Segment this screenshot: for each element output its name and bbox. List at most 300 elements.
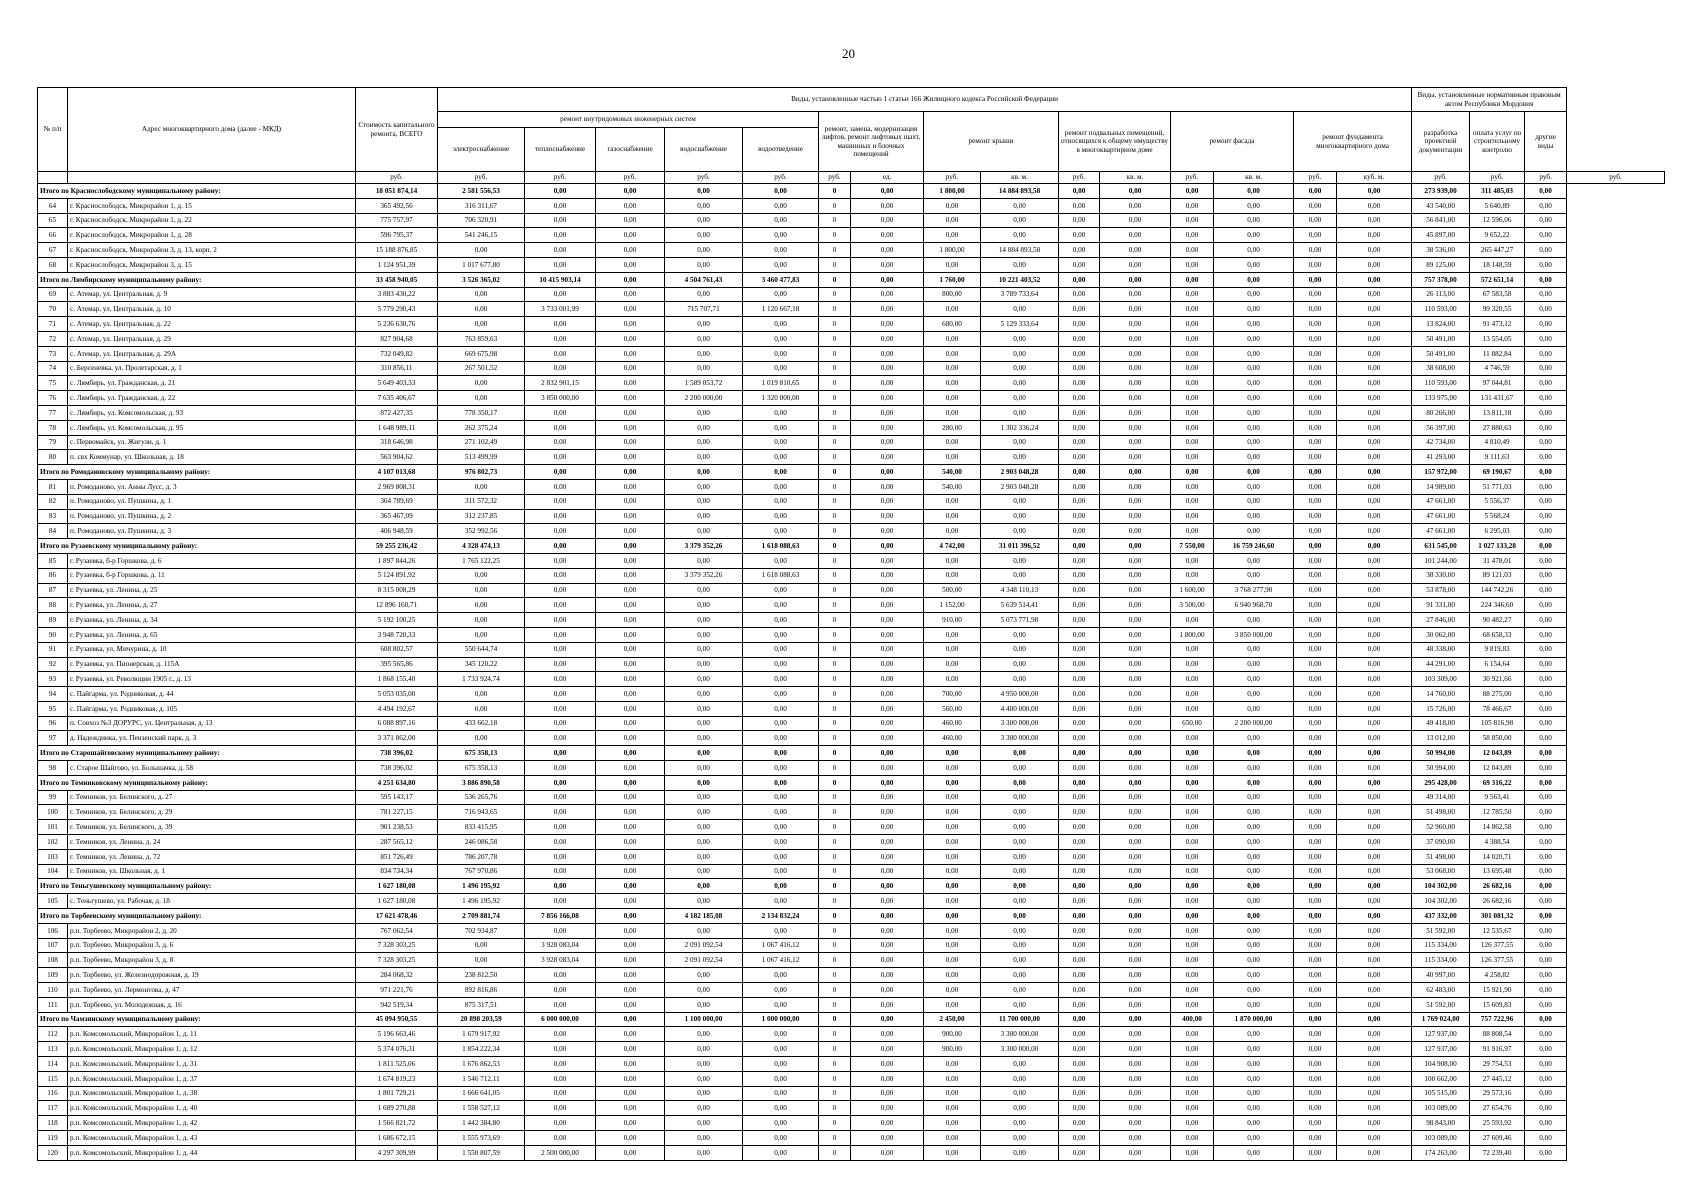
table-row — [38, 894, 1665, 909]
table-row — [38, 243, 1665, 258]
value-cell: 0,00 — [1337, 509, 1412, 524]
value-cell: 0,00 — [665, 731, 743, 746]
value-cell: 0,00 — [1337, 864, 1412, 879]
value-cell: 0,00 — [1100, 657, 1171, 672]
value-cell: 0,00 — [1059, 391, 1100, 406]
value-cell: 0,00 — [924, 968, 981, 983]
unit-cell: руб. — [1525, 172, 1567, 184]
value-cell: 0,00 — [1525, 687, 1567, 702]
value-cell: 1 550 807,59 — [438, 1145, 525, 1160]
row-number: 64 — [38, 198, 68, 213]
value-cell: 0,00 — [1100, 687, 1171, 702]
value-cell: 0,00 — [1171, 405, 1214, 420]
value-cell: 157 972,00 — [1412, 465, 1470, 480]
value-cell: 0 — [819, 243, 851, 258]
value-cell: 0,00 — [1171, 849, 1214, 864]
value-cell: 0,00 — [596, 1012, 665, 1027]
value-cell: 0,00 — [525, 835, 596, 850]
value-cell: 1 566 821,72 — [356, 1116, 438, 1131]
value-cell: 0 — [819, 420, 851, 435]
value-cell: 0,00 — [1525, 997, 1567, 1012]
value-cell: 0,00 — [525, 317, 596, 332]
value-cell: 0,00 — [596, 1071, 665, 1086]
value-cell: 38 536,00 — [1412, 243, 1470, 258]
value-cell: 1 017 677,80 — [438, 257, 525, 272]
value-cell: 0,00 — [1171, 1116, 1214, 1131]
value-cell: 0,00 — [1059, 1027, 1100, 1042]
value-cell: 0,00 — [1337, 376, 1412, 391]
value-cell: 0,00 — [596, 317, 665, 332]
value-cell: 738 396,02 — [356, 761, 438, 776]
value-cell: 406 948,59 — [356, 524, 438, 539]
value-cell: 0,00 — [525, 746, 596, 761]
value-cell: 0,00 — [1214, 184, 1294, 199]
value-cell: 0,00 — [743, 820, 819, 835]
value-cell: 0,00 — [596, 435, 665, 450]
value-cell: 0,00 — [1214, 968, 1294, 983]
value-cell: 0,00 — [1294, 1042, 1337, 1057]
row-number: 90 — [38, 627, 68, 642]
value-cell: 0,00 — [743, 894, 819, 909]
value-cell: 0,00 — [1294, 568, 1337, 583]
value-cell: 0,00 — [851, 361, 924, 376]
table-row — [38, 627, 1665, 642]
value-cell: 0,00 — [1294, 1101, 1337, 1116]
value-cell: 0,00 — [1100, 1116, 1171, 1131]
value-cell: 0,00 — [1100, 938, 1171, 953]
address-cell: г. Темников, ул. Белинского, д. 29 — [68, 805, 356, 820]
value-cell: 115 334,00 — [1412, 938, 1470, 953]
value-cell: 6 295,03 — [1470, 524, 1525, 539]
value-cell: 0,00 — [1059, 287, 1100, 302]
district-total-row — [38, 879, 1665, 894]
value-cell: 0 — [819, 761, 851, 776]
col-project: разработка проектной документации — [1412, 112, 1470, 172]
value-cell: 3 379 352,26 — [665, 568, 743, 583]
value-cell: 0 — [819, 701, 851, 716]
value-cell: 0,00 — [525, 509, 596, 524]
value-cell: 0,00 — [1337, 1086, 1412, 1101]
value-cell: 0,00 — [665, 983, 743, 998]
value-cell: 127 937,00 — [1412, 1042, 1470, 1057]
value-cell: 0,00 — [851, 317, 924, 332]
value-cell: 0,00 — [981, 642, 1059, 657]
value-cell: 0 — [819, 1071, 851, 1086]
value-cell: 0,00 — [1337, 198, 1412, 213]
value-cell: 1 765 122,25 — [438, 553, 525, 568]
value-cell: 0,00 — [1059, 435, 1100, 450]
row-number: 76 — [38, 391, 68, 406]
unit-cell: руб. — [819, 172, 851, 184]
value-cell: 0,00 — [525, 731, 596, 746]
value-cell: 0,00 — [525, 1101, 596, 1116]
address-cell: с. Лямбирь, ул. Комсомольская, д. 93 — [68, 405, 356, 420]
row-number: 79 — [38, 435, 68, 450]
value-cell: 0,00 — [1337, 716, 1412, 731]
value-cell: 0,00 — [743, 598, 819, 613]
row-number: 109 — [38, 968, 68, 983]
table-row — [38, 1042, 1665, 1057]
value-cell: 0,00 — [1294, 1071, 1337, 1086]
value-cell: 0 — [819, 864, 851, 879]
value-cell: 0,00 — [743, 1027, 819, 1042]
value-cell: 0,00 — [525, 184, 596, 199]
value-cell: 7 856 166,08 — [525, 909, 596, 924]
value-cell: 0,00 — [1525, 494, 1567, 509]
value-cell: 0,00 — [596, 672, 665, 687]
value-cell: 0,00 — [743, 420, 819, 435]
value-cell: 0,00 — [438, 627, 525, 642]
value-cell: 0,00 — [525, 805, 596, 820]
value-cell: 0,00 — [1525, 346, 1567, 361]
district-total-label: Итого по Торбеевскому муниципальному району: — [38, 909, 356, 924]
value-cell: 31 478,01 — [1470, 553, 1525, 568]
value-cell: 0,00 — [981, 879, 1059, 894]
value-cell: 6 940 968,70 — [1214, 598, 1294, 613]
address-cell: р.п. Торбеево, ул. Железнодорожная, д. 19 — [68, 968, 356, 983]
value-cell: 0,00 — [1294, 953, 1337, 968]
value-cell: 0,00 — [1214, 272, 1294, 287]
value-cell: 0,00 — [596, 775, 665, 790]
value-cell: 0,00 — [1525, 938, 1567, 953]
value-cell: 0,00 — [1294, 361, 1337, 376]
value-cell: 1 558 527,12 — [438, 1101, 525, 1116]
value-cell: 0,00 — [1059, 642, 1100, 657]
value-cell: 0,00 — [1294, 302, 1337, 317]
value-cell: 0,00 — [743, 524, 819, 539]
value-cell: 0,00 — [596, 257, 665, 272]
col-address: Адрес многоквартирного дома (далее - МКД) — [68, 88, 356, 172]
value-cell: 0,00 — [743, 835, 819, 850]
value-cell: 0,00 — [851, 598, 924, 613]
value-cell: 0,00 — [596, 805, 665, 820]
value-cell: 892 816,86 — [438, 983, 525, 998]
value-cell: 0,00 — [1214, 983, 1294, 998]
value-cell: 1 801 729,21 — [356, 1086, 438, 1101]
value-cell: 0,00 — [851, 465, 924, 480]
value-cell: 4 348 110,13 — [981, 583, 1059, 598]
value-cell: 0,00 — [596, 613, 665, 628]
value-cell: 0,00 — [1100, 761, 1171, 776]
value-cell: 0,00 — [1059, 909, 1100, 924]
value-cell: 0,00 — [1214, 805, 1294, 820]
value-cell: 91 331,00 — [1412, 598, 1470, 613]
value-cell: 0,00 — [1059, 849, 1100, 864]
value-cell: 0,00 — [851, 938, 924, 953]
district-total-row — [38, 909, 1665, 924]
value-cell: 0 — [819, 687, 851, 702]
value-cell: 0,00 — [1171, 746, 1214, 761]
value-cell: 0,00 — [525, 1042, 596, 1057]
value-cell: 0,00 — [1525, 923, 1567, 938]
value-cell: 833 415,95 — [438, 820, 525, 835]
value-cell: 0 — [819, 1042, 851, 1057]
address-cell: с. Атемар, ул. Центральная, д. 29 — [68, 331, 356, 346]
value-cell: 0,00 — [1337, 642, 1412, 657]
value-cell: 0,00 — [665, 420, 743, 435]
address-cell: г. Рузаевка, ул. Ленина, д. 65 — [68, 627, 356, 642]
value-cell: 0,00 — [1100, 287, 1171, 302]
value-cell: 0 — [819, 257, 851, 272]
value-cell: 1 870 000,00 — [1214, 1012, 1294, 1027]
value-cell: 775 757,97 — [356, 213, 438, 228]
value-cell: 0,00 — [851, 1116, 924, 1131]
value-cell: 0,00 — [851, 1145, 924, 1160]
value-cell: 0,00 — [1100, 405, 1171, 420]
address-cell: р.п. Торбеево, Микрорайон 3, д. 6 — [68, 938, 356, 953]
value-cell: 5 779 290,43 — [356, 302, 438, 317]
value-cell: 0,00 — [1525, 420, 1567, 435]
value-cell: 0,00 — [596, 909, 665, 924]
value-cell: 0,00 — [596, 731, 665, 746]
value-cell: 0,00 — [596, 465, 665, 480]
value-cell: 0,00 — [525, 642, 596, 657]
value-cell: 0,00 — [1525, 1086, 1567, 1101]
value-cell: 0,00 — [596, 746, 665, 761]
district-total-row — [38, 1012, 1665, 1027]
value-cell: 1 067 416,12 — [743, 938, 819, 953]
table-body — [38, 184, 1665, 1161]
value-cell: 0,00 — [851, 272, 924, 287]
value-cell: 0 — [819, 805, 851, 820]
value-cell: 0,00 — [1100, 272, 1171, 287]
value-cell: 0,00 — [924, 820, 981, 835]
value-cell: 0,00 — [665, 687, 743, 702]
value-cell: 0,00 — [596, 997, 665, 1012]
value-cell: 91 916,97 — [1470, 1042, 1525, 1057]
table-row — [38, 553, 1665, 568]
value-cell: 675 358,13 — [438, 746, 525, 761]
value-cell: 0 — [819, 524, 851, 539]
value-cell: 0,00 — [1214, 361, 1294, 376]
address-cell: г. Рузаевка, б-р Горшкова, д. 6 — [68, 553, 356, 568]
value-cell: 0,00 — [1059, 775, 1100, 790]
value-cell: 0,00 — [1337, 1042, 1412, 1057]
value-cell: 0,00 — [1525, 805, 1567, 820]
value-cell: 0 — [819, 775, 851, 790]
table-row — [38, 790, 1665, 805]
value-cell: 0,00 — [1059, 524, 1100, 539]
value-cell: 0,00 — [596, 361, 665, 376]
value-cell: 0,00 — [981, 983, 1059, 998]
value-cell: 0,00 — [1100, 805, 1171, 820]
value-cell: 0,00 — [1337, 420, 1412, 435]
value-cell: 0,00 — [851, 1101, 924, 1116]
value-cell: 1 589 053,72 — [665, 376, 743, 391]
value-cell: 0,00 — [1059, 1012, 1100, 1027]
address-cell: г. Рузаевка, ул. Пионерская, д. 115А — [68, 657, 356, 672]
value-cell: 0,00 — [924, 405, 981, 420]
table-row — [38, 731, 1665, 746]
value-cell: 0,00 — [1525, 909, 1567, 924]
value-cell: 0,00 — [1059, 627, 1100, 642]
value-cell: 0,00 — [665, 642, 743, 657]
value-cell: 0,00 — [438, 568, 525, 583]
value-cell: 0,00 — [1059, 184, 1100, 199]
value-cell: 0,00 — [1294, 731, 1337, 746]
row-number: 112 — [38, 1027, 68, 1042]
col-facade: ремонт фасада — [1171, 112, 1294, 172]
value-cell: 5 649 403,33 — [356, 376, 438, 391]
value-cell: 0,00 — [1337, 184, 1412, 199]
value-cell: 0,00 — [525, 820, 596, 835]
value-cell: 0,00 — [924, 568, 981, 583]
value-cell: 0,00 — [596, 1145, 665, 1160]
value-cell: 51 771,03 — [1470, 479, 1525, 494]
value-cell: 0,00 — [525, 420, 596, 435]
table-row — [38, 479, 1665, 494]
value-cell: 0,00 — [665, 317, 743, 332]
value-cell: 0,00 — [981, 213, 1059, 228]
value-cell: 0,00 — [1171, 568, 1214, 583]
value-cell: 0 — [819, 953, 851, 968]
value-cell: 0,00 — [1525, 405, 1567, 420]
col-lifts: ремонт, замена, модернизация лифтов, ремонт лифтовых шахт, машинных и блочных помещений — [819, 112, 924, 172]
value-cell: 460,00 — [924, 716, 981, 731]
value-cell: 0,00 — [981, 805, 1059, 820]
value-cell: 13 811,18 — [1470, 405, 1525, 420]
value-cell: 0,00 — [596, 479, 665, 494]
value-cell: 0 — [819, 479, 851, 494]
value-cell: 1 496 195,92 — [438, 879, 525, 894]
table-row — [38, 1101, 1665, 1116]
value-cell: 27 880,63 — [1470, 420, 1525, 435]
value-cell: 0,00 — [438, 376, 525, 391]
value-cell: 10 221 403,52 — [981, 272, 1059, 287]
value-cell: 0,00 — [924, 642, 981, 657]
col-other: другие виды — [1525, 112, 1567, 172]
value-cell: 0 — [819, 894, 851, 909]
value-cell: 0,00 — [743, 213, 819, 228]
value-cell: 0,00 — [1294, 894, 1337, 909]
value-cell: 27 654,76 — [1470, 1101, 1525, 1116]
value-cell: 0 — [819, 272, 851, 287]
value-cell: 0 — [819, 465, 851, 480]
value-cell: 757 378,00 — [1412, 272, 1470, 287]
table-row — [38, 346, 1665, 361]
value-cell: 0,00 — [665, 1027, 743, 1042]
district-total-row — [38, 272, 1665, 287]
value-cell: 0,00 — [596, 849, 665, 864]
value-cell: 0,00 — [1100, 184, 1171, 199]
value-cell: 0,00 — [596, 1101, 665, 1116]
value-cell: 0,00 — [981, 1057, 1059, 1072]
value-cell: 0,00 — [1294, 761, 1337, 776]
value-cell: 316 311,67 — [438, 198, 525, 213]
value-cell: 0,00 — [1100, 302, 1171, 317]
row-number: 98 — [38, 761, 68, 776]
value-cell: 0,00 — [1294, 835, 1337, 850]
value-cell: 5 568,24 — [1470, 509, 1525, 524]
value-cell: 17 621 478,46 — [356, 909, 438, 924]
value-cell: 4 328 474,13 — [438, 539, 525, 554]
value-cell: 0,00 — [596, 687, 665, 702]
value-cell: 0,00 — [665, 835, 743, 850]
value-cell: 0,00 — [743, 731, 819, 746]
value-cell: 0,00 — [924, 494, 981, 509]
value-cell: 0,00 — [665, 361, 743, 376]
value-cell: 0,00 — [1525, 257, 1567, 272]
value-cell: 0,00 — [851, 657, 924, 672]
value-cell: 536 265,76 — [438, 790, 525, 805]
value-cell: 0,00 — [1525, 243, 1567, 258]
value-cell: 0,00 — [596, 716, 665, 731]
row-number: 92 — [38, 657, 68, 672]
value-cell: 0,00 — [1171, 376, 1214, 391]
value-cell: 33 458 940,05 — [356, 272, 438, 287]
value-cell: 0,00 — [743, 1042, 819, 1057]
unit-cell: кв. м. — [1100, 172, 1171, 184]
value-cell: 0,00 — [924, 361, 981, 376]
value-cell: 0,00 — [1294, 805, 1337, 820]
value-cell: 0,00 — [1525, 672, 1567, 687]
row-number: 83 — [38, 509, 68, 524]
value-cell: 0,00 — [851, 968, 924, 983]
row-number: 94 — [38, 687, 68, 702]
value-cell: 13 824,00 — [1412, 317, 1470, 332]
value-cell: 0,00 — [743, 701, 819, 716]
value-cell: 2 200 000,00 — [665, 391, 743, 406]
value-cell: 0,00 — [1059, 835, 1100, 850]
unit-cell: руб. — [596, 172, 665, 184]
value-cell: 0,00 — [596, 894, 665, 909]
value-cell: 800,00 — [924, 287, 981, 302]
value-cell: 0,00 — [1059, 198, 1100, 213]
value-cell: 0,00 — [1171, 331, 1214, 346]
value-cell: 675 358,13 — [438, 761, 525, 776]
value-cell: 0 — [819, 1101, 851, 1116]
value-cell: 0,00 — [525, 1057, 596, 1072]
value-cell: 0 — [819, 184, 851, 199]
value-cell: 0,00 — [1525, 1131, 1567, 1146]
value-cell: 0,00 — [1525, 302, 1567, 317]
value-cell: 0,00 — [743, 716, 819, 731]
value-cell: 1 897 844,26 — [356, 553, 438, 568]
value-cell: 0,00 — [1337, 909, 1412, 924]
address-cell: г. Темников, ул. Белинского, д. 39 — [68, 820, 356, 835]
value-cell: 0,00 — [665, 228, 743, 243]
value-cell: 3 526 365,02 — [438, 272, 525, 287]
value-cell: 0,00 — [924, 627, 981, 642]
table-row — [38, 420, 1665, 435]
value-cell: 0,00 — [596, 405, 665, 420]
value-cell: 0,00 — [1214, 524, 1294, 539]
row-number: 97 — [38, 731, 68, 746]
address-cell: п. свх Коммунар, ул. Школьная, д. 18 — [68, 450, 356, 465]
value-cell: 0,00 — [1171, 642, 1214, 657]
value-cell: 0,00 — [596, 287, 665, 302]
value-cell: 872 427,35 — [356, 405, 438, 420]
value-cell: 0,00 — [1294, 450, 1337, 465]
value-cell: 58 850,00 — [1470, 731, 1525, 746]
address-cell: г. Темников, ул. Белинского, д. 27 — [68, 790, 356, 805]
value-cell: 0,00 — [981, 1131, 1059, 1146]
value-cell: 0,00 — [1525, 642, 1567, 657]
col-gas: газоснабжение — [596, 128, 665, 172]
value-cell: 0,00 — [924, 864, 981, 879]
value-cell: 0,00 — [1059, 583, 1100, 598]
value-cell: 0,00 — [665, 494, 743, 509]
value-cell: 0,00 — [851, 790, 924, 805]
value-cell: 0,00 — [1171, 805, 1214, 820]
value-cell: 26 682,16 — [1470, 879, 1525, 894]
value-cell: 3 379 352,26 — [665, 539, 743, 554]
value-cell: 1 800,00 — [924, 184, 981, 199]
value-cell: 20 898 203,59 — [438, 1012, 525, 1027]
value-cell: 0,00 — [665, 243, 743, 258]
value-cell: 716 943,65 — [438, 805, 525, 820]
value-cell: 0,00 — [981, 450, 1059, 465]
